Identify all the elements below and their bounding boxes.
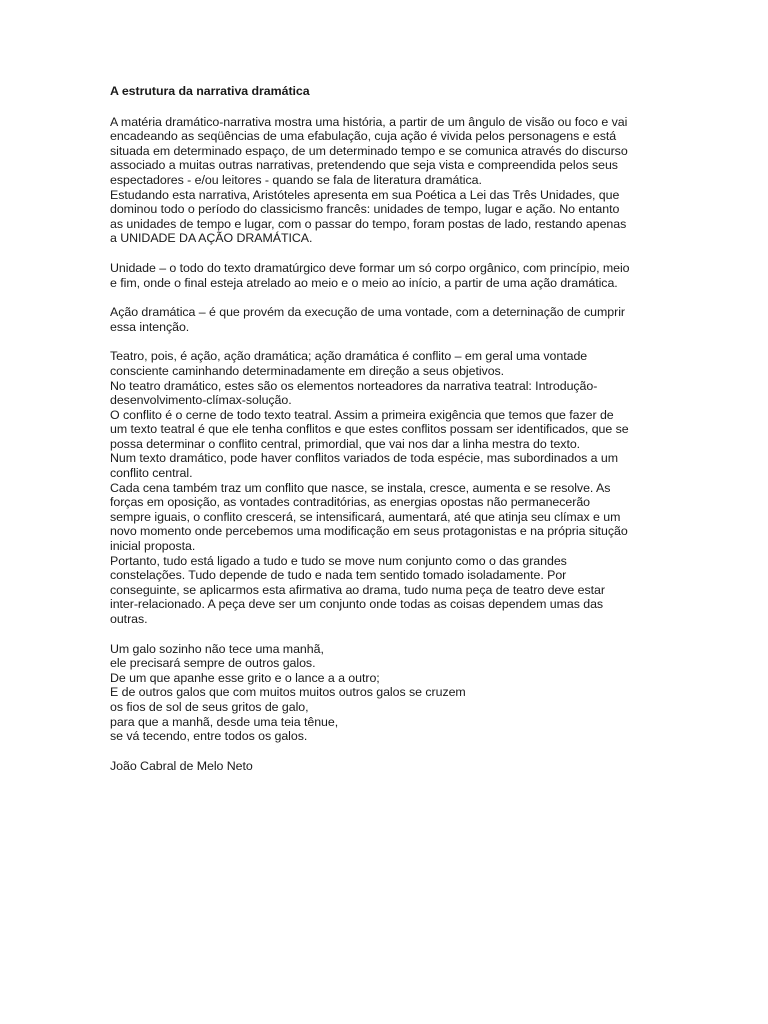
- poem-line: se vá tecendo, entre todos os galos.: [110, 729, 308, 744]
- text-line: situada em determinado espaço, de um determinado tempo e se comunica através do discurso: [110, 143, 628, 158]
- text-line: Portanto, tudo está ligado a tudo e tudo se move num conjunto como o das grandes: [110, 553, 567, 568]
- text-line: constelações. Tudo depende de tudo e nada tem sentido tomado isoladamente. Por: [110, 568, 567, 583]
- text-line: um texto teatral é que ele tenha conflitos e que estes conflitos possam ser identificados, que se: [110, 422, 629, 437]
- text-line: Cada cena também traz um conflito que nasce, se instala, cresce, aumenta e se resolve. As: [110, 480, 611, 495]
- text-line: A matéria dramático-narrativa mostra uma história, a partir de um ângulo de visão ou foco e vai: [110, 114, 628, 129]
- text-line: consciente caminhando determinadamente em direção a seus objetivos.: [110, 363, 505, 378]
- document-title: A estrutura da narrativa dramática: [110, 84, 310, 98]
- text-line: possa determinar o conflito central, primordial, que vai nos dar a linha mestra do texto.: [110, 436, 581, 451]
- text-line: Teatro, pois, é ação, ação dramática; ação dramática é conflito – em geral uma vontade: [110, 349, 588, 364]
- text-line: Estudando esta narrativa, Aristóteles apresenta em sua Poética a Lei das Três Unidades, que: [110, 187, 620, 202]
- text-line: inter-relacionado. A peça deve ser um conjunto onde todas as coisas dependem umas das: [110, 597, 604, 612]
- poem-line: De um que apanhe esse grito e o lance a a outro;: [110, 670, 380, 685]
- text-line: forças em oposição, as vontades contraditórias, as energias opostas não permanecerão: [110, 495, 591, 510]
- text-line: outras.: [110, 612, 148, 626]
- poem-line: ele precisará sempre de outros galos.: [110, 656, 316, 671]
- text-line: sempre iguais, o conflito crescerá, se intensificará, aumentará, até que atinja seu clímax e um: [110, 509, 621, 524]
- text-line: dominou todo o período do classicismo francês: unidades de tempo, lugar e ação. No entanto: [110, 202, 620, 217]
- paragraph-teatro: [110, 349, 666, 626]
- poem-line: Um galo sozinho não tece uma manhã,: [110, 641, 324, 656]
- poem: [110, 642, 666, 744]
- text-line: a UNIDADE DA AÇÃO DRAMÁTICA.: [110, 231, 313, 246]
- poem-line: para que a manhã, desde uma teia tênue,: [110, 714, 339, 729]
- text-line: espectadores - e/ou leitores - quando se fala de literatura dramática.: [110, 172, 482, 187]
- document-page: [110, 84, 666, 773]
- text-line: Unidade – o todo do texto dramatúrgico deve formar um só corpo orgânico, com princípio, meio: [110, 260, 630, 275]
- paragraph-intro: [110, 115, 666, 246]
- poem-line: E de outros galos que com muitos muitos outros galos se cruzem: [110, 685, 466, 700]
- text-line: conseguinte, se aplicarmos esta afirmativa ao drama, tudo numa peça de teatro deve estar: [110, 582, 605, 597]
- text-line: No teatro dramático, estes são os elementos norteadores da narrativa teatral: Introdução-: [110, 378, 598, 393]
- text-line: encadeando as seqüências de uma efabulação, cuja ação é vivida pelos personagens e está: [110, 129, 617, 144]
- paragraph-unidade: [110, 261, 666, 290]
- text-line: e fim, onde o final esteja atrelado ao meio e o meio ao início, a partir de uma ação dramática.: [110, 275, 618, 290]
- text-line: novo momento onde percebemos uma modificação em seus protagonistas e na própria situção: [110, 524, 628, 539]
- text-line: conflito central.: [110, 466, 193, 481]
- text-line: Num texto dramático, pode haver conflitos variados de toda espécie, mas subordinados a um: [110, 451, 618, 466]
- text-line: as unidades de tempo e lugar, com o passar do tempo, foram postas de lado, restando apenas: [110, 216, 627, 231]
- poem-author: João Cabral de Melo Neto: [110, 758, 253, 773]
- text-line: essa intenção.: [110, 319, 190, 334]
- text-line: O conflito é o cerne de todo texto teatral. Assim a primeira exigência que temos que fazer de: [110, 407, 614, 422]
- text-line: inicial proposta.: [110, 539, 196, 554]
- paragraph-acao-dramatica: [110, 305, 666, 334]
- text-line: desenvolvimento-clímax-solução.: [110, 393, 292, 408]
- poem-line: os fios de sol de seus gritos de galo,: [110, 699, 309, 714]
- text-line: Ação dramática – é que provém da execução de uma vontade, com a deterninação de cumprir: [110, 305, 625, 320]
- text-line: associado a muitas outras narrativas, pretendendo que seja vista e compreendida pelos seus: [110, 158, 618, 173]
